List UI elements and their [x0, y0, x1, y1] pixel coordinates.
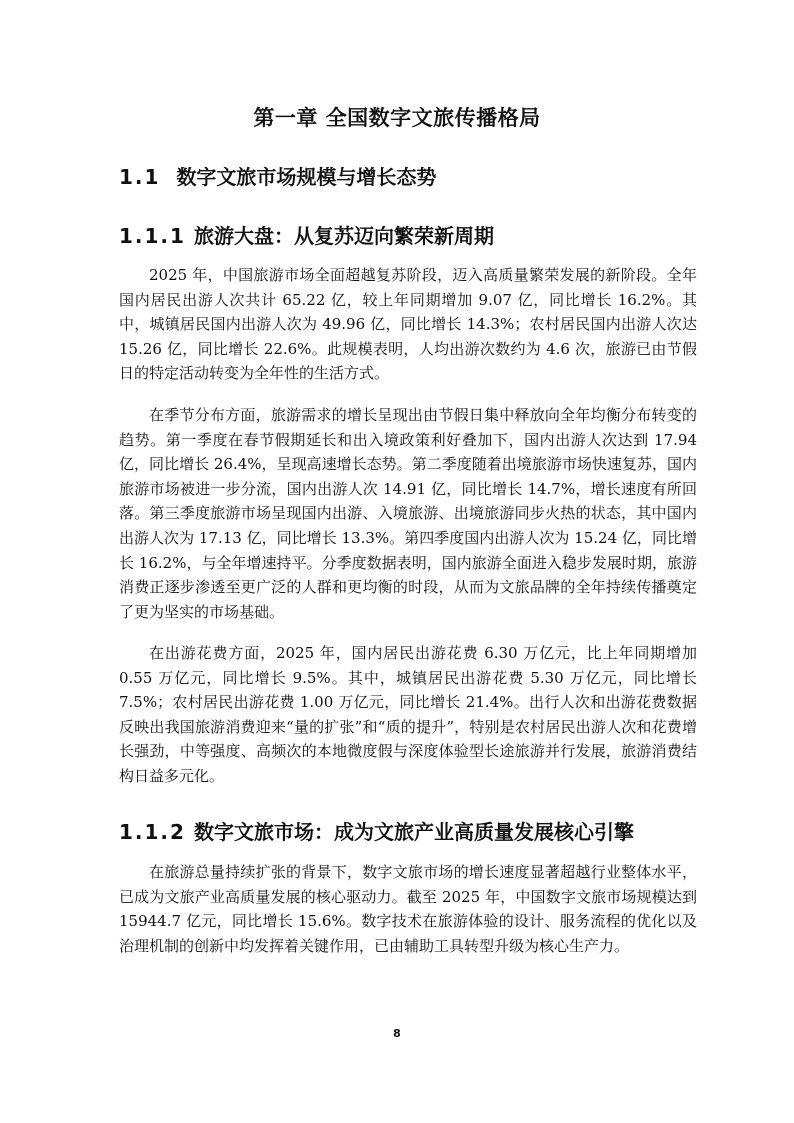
- chapter-title: 第一章 全国数字文旅传播格局: [253, 106, 541, 130]
- section-number: 1.1.2: [119, 820, 186, 844]
- paragraph-digital-tourism-market: 在旅游总量持续扩张的背景下，数字文旅市场的增长速度显著超越行业整体水平，已成为文旅产业高质量发展的核心驱动力。截至 2025 年，中国数字文旅市场规模达到 15944.7 亿元，同比增长 15.6%。数字技术在旅游体验的设计、服务流程的优化以及治理机制的创新中均发挥着关键作用，已由辅助工具转型升级为核心生产力。: [119, 863, 697, 955]
- section-heading-1-1: [119, 163, 436, 191]
- section-heading-1-1-1: [119, 222, 494, 250]
- paragraph-travel-spending: 在出游花费方面，2025 年，国内居民出游花费 6.30 万亿元，比上年同期增加 0.55 万亿元，同比增长 9.5%。其中，城镇居民出游花费 5.30 万亿元，同比增长 7.5%；农村居民出游花费 1.00 万亿元，同比增长 21.4%。出行人次和出游花费数据反映出我国旅游消费迎来“量的扩张”和“质的提升”，特别是农村居民出游人次和花费增长强劲，中等强度、高频次的本地微度假与深度体验型长途旅游并行发展，旅游消费结构日益多元化。: [119, 644, 697, 785]
- section-number: 1.1: [119, 165, 161, 189]
- paragraph-seasonal-distribution: 在季节分布方面，旅游需求的增长呈现出由节假日集中释放向全年均衡分布转变的趋势。第一季度在春节假期延长和出入境政策利好叠加下，国内出游人次达到 17.94 亿，同比增长 26.4%，呈现高速增长态势。第二季度随着出境旅游市场快速复苏，国内旅游市场被进一步分流，国内出游人次 14.91 亿，同比增长 14.7%，增长速度有所回落。第三季度旅游市场呈现国内出游、入境旅游、出境旅游同步火热的状态，其中国内出游人次为 17.13 亿，同比增长 13.3%。第四季度国内出游人次为 15.24 亿，同比增长 16.2%，与全年增速持平。分季度数据表明，国内旅游全面进入稳步发展时期，旅游消费正逐步渗透至更广泛的人群和更均衡的时段，从而为文旅品牌的全年持续传播奠定了更为坚实的市场基础。: [119, 406, 697, 621]
- section-number: 1.1.1: [119, 224, 186, 248]
- page-number: 8: [393, 1027, 401, 1040]
- section-heading-1-1-2: [119, 818, 634, 846]
- section-title: 旅游大盘：从复苏迈向繁荣新周期: [193, 224, 494, 248]
- section-title: 数字文旅市场规模与增长态势: [176, 165, 437, 189]
- paragraph-tourism-overview: 2025 年，中国旅游市场全面超越复苏阶段，迈入高质量繁荣发展的新阶段。全年国内居民出游人次共计 65.22 亿，较上年同期增加 9.07 亿，同比增长 16.2%。其中，城镇居民国内出游人次为 49.96 亿，同比增长 14.3%；农村居民国内出游人次达 15.26 亿，同比增长 22.6%。此规模表明，人均出游次数约为 4.6 次，旅游已由节假日的特定活动转变为全年性的生活方式。: [119, 266, 697, 383]
- section-title: 数字文旅市场：成为文旅产业高质量发展核心引擎: [193, 820, 634, 844]
